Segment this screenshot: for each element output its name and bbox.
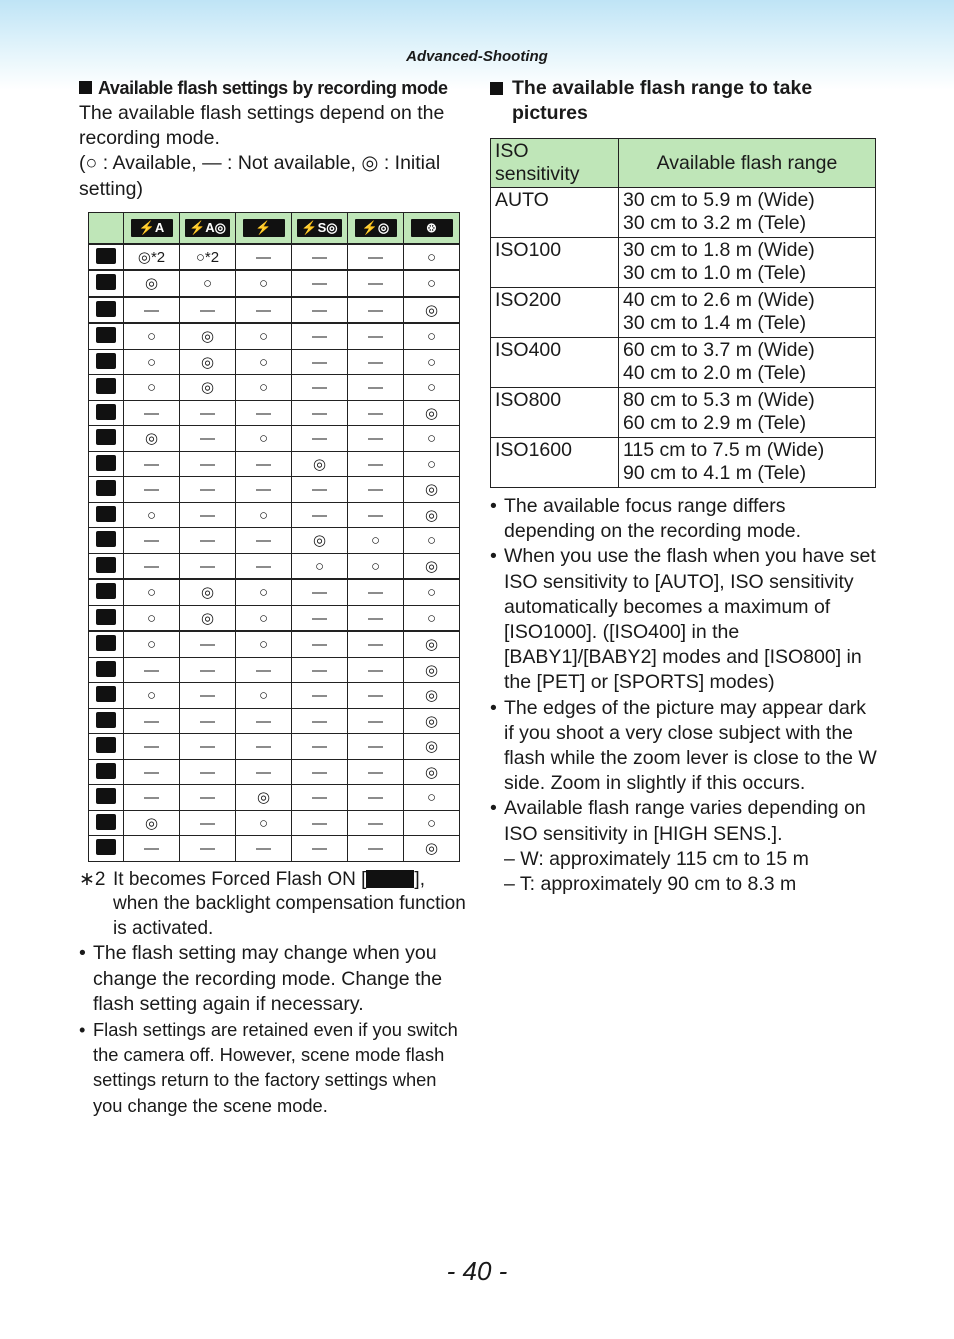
setting-cell: ◎ [404, 400, 460, 426]
left-notes [79, 941, 469, 1117]
square-bullet-icon [490, 82, 503, 95]
setting-cell: — [348, 683, 404, 709]
list-item: • The flash setting may change when you change the recording mode. Change the flash setting again if necessary. [79, 941, 469, 1017]
iso-cell: ISO1600 [491, 438, 619, 488]
table-row [89, 785, 460, 811]
tele-range: 30 cm to 1.4 m (Tele) [623, 311, 807, 334]
mode-cell [89, 759, 124, 785]
setting-cell: — [124, 836, 180, 862]
setting-cell: — [236, 297, 292, 324]
setting-cell: — [292, 836, 348, 862]
setting-cell: ○ [180, 270, 236, 297]
setting-cell: — [348, 375, 404, 401]
mode-cell [89, 734, 124, 760]
square-bullet-icon [79, 81, 92, 94]
flash-settings-heading: Available flash settings by recording mode [79, 76, 469, 101]
setting-cell: ◎ [292, 528, 348, 554]
table-row [89, 631, 460, 657]
setting-cell: — [180, 477, 236, 503]
setting-cell: ○ [236, 375, 292, 401]
setting-cell: — [124, 528, 180, 554]
setting-cell: ○ [236, 810, 292, 836]
setting-cell: — [124, 297, 180, 324]
mode-cell [89, 836, 124, 862]
setting-cell: ○ [124, 631, 180, 657]
setting-cell: ○ [236, 323, 292, 349]
table-row [491, 338, 876, 388]
sunset-icon [96, 661, 116, 677]
setting-cell: — [292, 759, 348, 785]
mode-cell [89, 553, 124, 579]
range-cell [619, 288, 876, 338]
setting-cell: — [292, 502, 348, 528]
flash-mode-icon: ⚡S◎ [297, 219, 341, 237]
setting-cell: — [348, 270, 404, 297]
setting-cell: — [348, 657, 404, 683]
setting-cell: — [180, 657, 236, 683]
table-row [89, 734, 460, 760]
table-row [89, 323, 460, 349]
food-icon [96, 506, 116, 522]
right-notes [490, 494, 880, 897]
setting-cell: ○*2 [180, 244, 236, 271]
baby1-icon [96, 583, 116, 599]
mode-cell [89, 579, 124, 605]
setting-cell: ○ [236, 349, 292, 375]
setting-cell: — [292, 477, 348, 503]
setting-cell: ○ [124, 605, 180, 631]
column-header-range: Available flash range [619, 139, 876, 188]
iso-cell: ISO200 [491, 288, 619, 338]
footnote [79, 868, 469, 942]
setting-cell: — [348, 323, 404, 349]
setting-cell: ○ [124, 502, 180, 528]
table-row [89, 270, 460, 297]
setting-cell: — [348, 579, 404, 605]
setting-cell: — [292, 375, 348, 401]
list-item: • When you use the flash when you have set ISO sensitivity to [AUTO], ISO sensitivity automatically becomes a maximum of [ISO1000]. ([ISO400] in the [BABY1]/[BABY2] modes and [ISO800] in the [PET] or [SPORTS] modes) [490, 544, 880, 695]
setting-cell: ○ [404, 270, 460, 297]
setting-cell: ○ [404, 605, 460, 631]
tele-range: 90 cm to 4.1 m (Tele) [623, 461, 807, 484]
setting-cell: — [292, 579, 348, 605]
setting-cell: ◎ [404, 708, 460, 734]
setting-cell: — [180, 759, 236, 785]
setting-cell: — [292, 810, 348, 836]
mode-cell [89, 683, 124, 709]
table-row [89, 528, 460, 554]
setting-cell: — [292, 708, 348, 734]
header-corner [89, 212, 124, 244]
sub-list-item: – T: approximately 90 cm to 8.3 m [504, 873, 797, 896]
setting-cell: — [292, 244, 348, 271]
setting-cell: — [236, 759, 292, 785]
table-row [89, 502, 460, 528]
setting-cell: ◎ [404, 477, 460, 503]
setting-cell: — [292, 605, 348, 631]
table-row [491, 438, 876, 488]
setting-cell: — [292, 349, 348, 375]
tele-range: 40 cm to 2.0 m (Tele) [623, 361, 807, 384]
flash-mode-header [348, 212, 404, 244]
mode-cell [89, 426, 124, 452]
setting-cell: — [348, 502, 404, 528]
flash-mode-icon: ⚡A◎ [185, 219, 230, 237]
mode-cell [89, 631, 124, 657]
wide-range: 115 cm to 7.5 m (Wide) [623, 439, 825, 461]
setting-cell: — [348, 426, 404, 452]
flash-mode-icon: ⚡A [131, 219, 173, 237]
baby2-icon [96, 609, 116, 625]
setting-cell: — [124, 759, 180, 785]
setting-cell: ○ [404, 426, 460, 452]
setting-cell: — [180, 683, 236, 709]
flash-mode-header [404, 212, 460, 244]
footnote-text-pre: It becomes Forced Flash ON [ [113, 868, 367, 890]
flash-mode-header [124, 212, 180, 244]
setting-cell: ○ [124, 683, 180, 709]
iso-cell: ISO400 [491, 338, 619, 388]
flash-mode-header [180, 212, 236, 244]
table-row [89, 553, 460, 579]
setting-cell: ◎ [292, 451, 348, 477]
wide-range: 60 cm to 3.7 m (Wide) [623, 339, 815, 361]
range-cell [619, 438, 876, 488]
setting-cell: — [236, 528, 292, 554]
setting-cell: ○ [124, 349, 180, 375]
flash-mode-header [292, 212, 348, 244]
sports-icon [96, 429, 116, 445]
setting-cell: — [348, 297, 404, 324]
setting-cell: ◎ [180, 579, 236, 605]
setting-cell: — [348, 759, 404, 785]
setting-cell: — [180, 785, 236, 811]
setting-cell: — [180, 502, 236, 528]
tele-range: 30 cm to 1.0 m (Tele) [623, 261, 807, 284]
setting-cell: ○ [348, 528, 404, 554]
tele-range: 30 cm to 3.2 m (Tele) [623, 211, 807, 234]
wide-range: 80 cm to 5.3 m (Wide) [623, 389, 815, 411]
setting-cell: — [236, 477, 292, 503]
setting-cell: — [180, 426, 236, 452]
setting-cell: ○ [292, 553, 348, 579]
setting-cell: ○ [404, 528, 460, 554]
setting-cell: — [124, 734, 180, 760]
setting-cell: ◎ [124, 426, 180, 452]
night-scenery-icon [96, 480, 116, 496]
pin-hole-icon [96, 839, 116, 855]
setting-cell: — [348, 631, 404, 657]
party-icon [96, 531, 116, 547]
setting-cell: — [348, 734, 404, 760]
setting-cell: — [292, 734, 348, 760]
range-cell [619, 238, 876, 288]
column-header-iso: ISO sensitivity [491, 139, 619, 188]
mode-cell [89, 297, 124, 324]
mode-cell [89, 502, 124, 528]
setting-cell: ◎ [180, 375, 236, 401]
camera-icon [96, 274, 116, 290]
setting-cell: ○ [236, 605, 292, 631]
table-row [89, 683, 460, 709]
setting-cell: — [292, 683, 348, 709]
mode-cell [89, 477, 124, 503]
table-row [89, 477, 460, 503]
setting-cell: — [292, 270, 348, 297]
setting-cell: — [180, 810, 236, 836]
table-row [89, 605, 460, 631]
setting-cell: ◎ [404, 734, 460, 760]
setting-cell: — [124, 708, 180, 734]
table-row [89, 451, 460, 477]
setting-cell: ◎ [404, 631, 460, 657]
setting-cell: — [292, 400, 348, 426]
mode-cell [89, 708, 124, 734]
tele-range: 60 cm to 2.9 m (Tele) [623, 411, 807, 434]
setting-cell: ○ [236, 270, 292, 297]
mode-cell [89, 270, 124, 297]
left-column [79, 76, 469, 1118]
setting-cell: — [124, 785, 180, 811]
setting-cell: ◎ [404, 759, 460, 785]
setting-cell: ○ [124, 375, 180, 401]
setting-cell: — [236, 734, 292, 760]
setting-cell: ◎ [180, 605, 236, 631]
setting-cell: ○ [404, 323, 460, 349]
table-row [89, 375, 460, 401]
mode-cell [89, 323, 124, 349]
flash-mode-icon: ⚡ [243, 219, 285, 237]
setting-cell: — [124, 451, 180, 477]
mode-cell [89, 400, 124, 426]
list-item: • Flash settings are retained even if you switch the camera off. However, scene mode flash settings return to the factory settings when you change the scene mode. [79, 1017, 469, 1118]
right-column [490, 76, 880, 897]
setting-cell: ○ [404, 785, 460, 811]
setting-cell: — [348, 836, 404, 862]
setting-cell: — [124, 477, 180, 503]
setting-cell: — [292, 426, 348, 452]
table-row [491, 188, 876, 238]
list-item: • The edges of the picture may appear dark if you shoot a very close subject with the flash while the zoom lever is close to the W side. Zoom in slightly if this occurs. [490, 696, 880, 797]
setting-cell: ○ [348, 553, 404, 579]
flash-range-heading: The available flash range to take pictures [490, 76, 880, 126]
setting-cell: ○ [404, 349, 460, 375]
setting-cell: — [124, 657, 180, 683]
night-portrait-icon [96, 455, 116, 471]
setting-cell: ○ [404, 810, 460, 836]
setting-cell: ○ [124, 323, 180, 349]
setting-cell: — [236, 244, 292, 271]
setting-cell: ◎ [404, 553, 460, 579]
intro-text: The available flash settings depend on the recording mode. [79, 102, 445, 150]
setting-cell: ○ [404, 579, 460, 605]
setting-cell: — [180, 734, 236, 760]
list-item: • Available flash range varies depending on ISO sensitivity in [HIGH SENS.]. – W: approximately 115 cm to 15 m – T: approximately 90 cm to 8.3 m [490, 796, 880, 897]
burst-icon [96, 712, 116, 728]
mode-cell [89, 375, 124, 401]
snow-icon [96, 814, 116, 830]
setting-cell: ◎ [404, 836, 460, 862]
footnote-mark: ∗2 [79, 868, 106, 890]
flash-range-table [490, 138, 876, 488]
intelligent-auto-icon [96, 248, 116, 264]
legend-text: (○ : Available, — : Not available, ◎ : Initial setting) [79, 152, 441, 200]
setting-cell: ○ [124, 579, 180, 605]
setting-cell: — [292, 297, 348, 324]
setting-cell: — [348, 451, 404, 477]
setting-cell: — [348, 785, 404, 811]
setting-cell: — [124, 400, 180, 426]
mode-cell [89, 451, 124, 477]
self-portrait-icon [96, 378, 116, 394]
setting-cell: ◎ [180, 323, 236, 349]
setting-cell: ○ [236, 579, 292, 605]
table-header-row [491, 139, 876, 188]
table-row [89, 244, 460, 271]
setting-cell: ◎ [404, 657, 460, 683]
setting-cell: — [180, 451, 236, 477]
setting-cell: — [180, 297, 236, 324]
setting-cell: — [236, 708, 292, 734]
mode-cell [89, 785, 124, 811]
setting-cell: ◎ [180, 349, 236, 375]
mode-cell [89, 528, 124, 554]
table-row [89, 708, 460, 734]
setting-cell: — [348, 477, 404, 503]
setting-cell: — [180, 400, 236, 426]
table-row [89, 836, 460, 862]
movie-icon [96, 301, 116, 317]
setting-cell: ○ [236, 631, 292, 657]
setting-cell: — [236, 657, 292, 683]
flash-mode-icon: ⊛ [411, 219, 453, 237]
portrait-icon [96, 327, 116, 343]
setting-cell: ○ [404, 244, 460, 271]
setting-cell: — [292, 785, 348, 811]
setting-cell: ○ [404, 375, 460, 401]
setting-cell: — [180, 528, 236, 554]
table-row [89, 759, 460, 785]
soft-skin-icon [96, 353, 116, 369]
candle-light-icon [96, 557, 116, 573]
table-row [491, 388, 876, 438]
page-number: - 40 - [446, 1256, 508, 1286]
mode-cell [89, 605, 124, 631]
setting-cell: ○ [404, 451, 460, 477]
setting-cell: — [236, 451, 292, 477]
setting-cell: — [292, 631, 348, 657]
fireworks-icon [96, 763, 116, 779]
setting-cell: — [236, 836, 292, 862]
setting-cell: ◎ [404, 502, 460, 528]
setting-cell: — [348, 244, 404, 271]
mode-cell [89, 349, 124, 375]
sub-list-item: – W: approximately 115 cm to 15 m [504, 847, 809, 870]
setting-cell: ◎ [124, 810, 180, 836]
setting-cell: — [180, 708, 236, 734]
starry-sky-icon [96, 737, 116, 753]
mode-cell [89, 810, 124, 836]
beach-icon [96, 788, 116, 804]
setting-cell: — [124, 553, 180, 579]
setting-cell: — [236, 553, 292, 579]
table-row [491, 238, 876, 288]
table-row [89, 400, 460, 426]
setting-cell: — [348, 605, 404, 631]
table-row [89, 579, 460, 605]
setting-cell: ◎ [404, 683, 460, 709]
setting-cell: — [180, 836, 236, 862]
scenery-icon [96, 404, 116, 420]
setting-cell: — [348, 708, 404, 734]
section-label: Advanced-Shooting [406, 48, 548, 65]
setting-cell: — [348, 349, 404, 375]
range-cell [619, 388, 876, 438]
iso-cell: ISO800 [491, 388, 619, 438]
setting-cell: — [292, 323, 348, 349]
setting-cell: — [292, 657, 348, 683]
setting-cell: ◎ [404, 297, 460, 324]
range-cell [619, 338, 876, 388]
high-sens-icon [96, 686, 116, 702]
table-row [89, 349, 460, 375]
iso-cell: ISO100 [491, 238, 619, 288]
table-row [491, 288, 876, 338]
setting-cell: — [348, 810, 404, 836]
table-row [89, 810, 460, 836]
setting-cell: ○ [236, 683, 292, 709]
mode-cell [89, 244, 124, 271]
flash-settings-table [88, 212, 460, 862]
flash-mode-header [236, 212, 292, 244]
setting-cell: ◎ [236, 785, 292, 811]
setting-cell: — [180, 553, 236, 579]
forced-flash-on-icon [366, 870, 414, 888]
table-row [89, 426, 460, 452]
wide-range: 30 cm to 1.8 m (Wide) [623, 239, 815, 261]
range-cell [619, 188, 876, 238]
setting-cell: — [236, 400, 292, 426]
setting-cell: ○ [236, 502, 292, 528]
sub-list [504, 847, 880, 897]
wide-range: 30 cm to 5.9 m (Wide) [623, 189, 815, 211]
iso-cell: AUTO [491, 188, 619, 238]
setting-cell: — [348, 400, 404, 426]
table-row [89, 657, 460, 683]
flash-mode-icon: ⚡◎ [355, 219, 397, 237]
list-item: • The available focus range differs depending on the recording mode. [490, 494, 880, 544]
setting-cell: ○ [236, 426, 292, 452]
footnote-text-post: ], when the backlight compensation function is activated. [113, 868, 466, 939]
table-header-row [89, 212, 460, 244]
pet-icon [96, 635, 116, 651]
setting-cell: ◎ [124, 270, 180, 297]
table-row [89, 297, 460, 324]
setting-cell: — [180, 631, 236, 657]
setting-cell: ◎*2 [124, 244, 180, 271]
wide-range: 40 cm to 2.6 m (Wide) [623, 289, 815, 311]
mode-cell [89, 657, 124, 683]
